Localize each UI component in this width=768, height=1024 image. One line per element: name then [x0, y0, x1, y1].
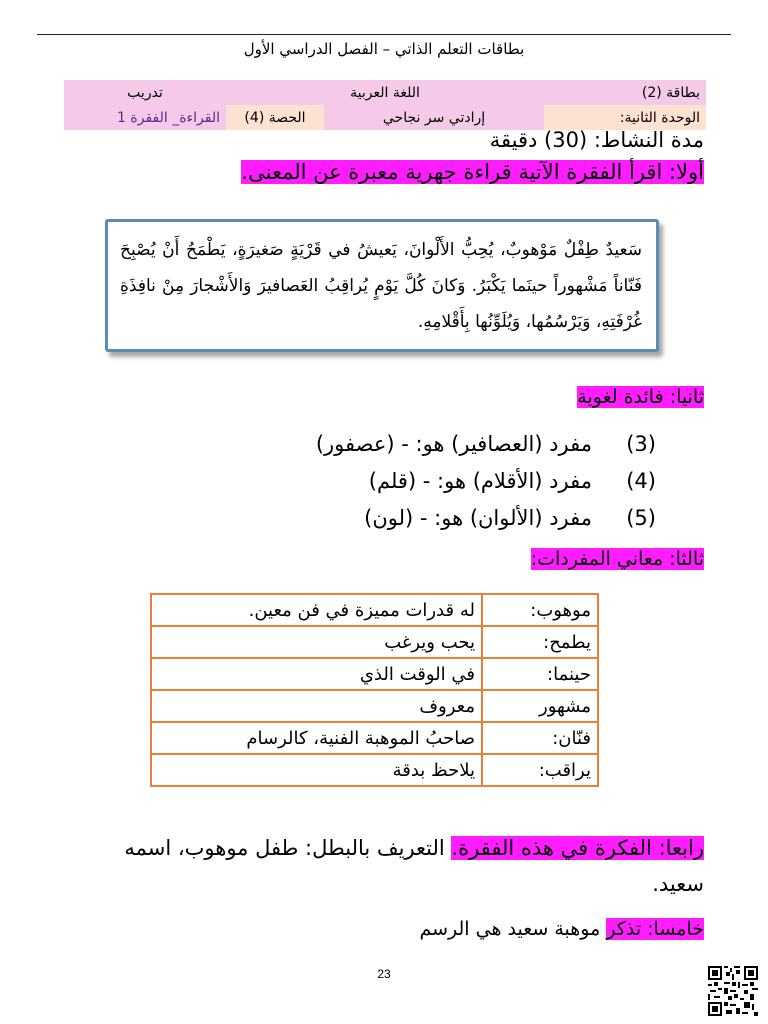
language-tip-item — [369, 469, 656, 493]
table-row — [151, 594, 598, 626]
qr-code-icon — [708, 966, 758, 1016]
item-number: (4) — [626, 469, 656, 493]
section-heading-read — [241, 160, 704, 184]
item-number: (3) — [626, 432, 656, 456]
main-idea-text: التعريف بالبطل: طفل موهوب، اسمه سعيد. — [124, 836, 704, 896]
vocab-term: موهوب: — [482, 594, 598, 626]
table-row — [151, 690, 598, 722]
vocab-term: فنّان: — [482, 722, 598, 754]
lesson-topic: القراءة_ الفقرة 1 — [64, 105, 226, 130]
page-header-title: بطاقات التعلم الذاتي – الفصل الدراسي الأول — [243, 40, 525, 58]
vocab-term: يطمح: — [482, 626, 598, 658]
language-tip-item — [316, 432, 656, 456]
top-rule — [37, 34, 731, 35]
card-number: بطاقة (2) — [544, 80, 706, 105]
vocab-meaning: صاحبُ الموهبة الفنية، كالرسام — [151, 722, 482, 754]
language-tip-item — [364, 506, 656, 530]
vocab-meaning: يحب ويرغب — [151, 626, 482, 658]
reading-passage-box — [105, 219, 659, 352]
activity-type: تدريب — [64, 80, 226, 105]
vocab-meaning: معروف — [151, 690, 482, 722]
activity-duration: مدة النشاط: (30) دقيقة — [489, 128, 704, 152]
subject-name: اللغة العربية — [226, 80, 544, 105]
item-text: مفرد (الألوان) هو: - (لون) — [364, 506, 592, 530]
table-row — [151, 626, 598, 658]
vocab-meaning: له قدرات مميزة في فن معين. — [151, 594, 482, 626]
item-text: مفرد (الأقلام) هو: - (قلم) — [368, 469, 592, 493]
section-heading-vocabulary-text: ثالثا: معاني المفردات: — [530, 548, 704, 570]
unit-name: إرادتي سر نجاحي — [324, 105, 544, 130]
reading-passage: سَعيدٌ طِفْلٌ مَوْهوبٌ، يُحِبُّ الأَلْوانَ، يَعيشُ في قَرْيَةٍ صَغيرَةٍ، يَطْمَحُ أَنْ يُصْبِحَ فَنّاناً مَشْهوراً حينَما يَكْبَرُ. وَكانَ كُلَّ يَوْمٍ يُراقِبُ العَصافيرَ وَالأَشْجارَ مِنْ نافِذَةِ غُرْفَتِهِ، وَيَرْسُمُها، وَيُلَوِّنُها بِأَقْلامِهِ. — [120, 240, 642, 332]
card-info-table — [64, 80, 706, 130]
unit-label: الوحدة الثانية: — [544, 105, 706, 130]
item-text: مفرد (العصافير) هو: - (عصفور) — [315, 432, 592, 456]
vocab-meaning: في الوقت الذي — [151, 658, 482, 690]
vocab-term: مشهور — [482, 690, 598, 722]
table-row — [151, 722, 598, 754]
item-number: (5) — [626, 506, 656, 530]
table-row — [151, 658, 598, 690]
section-heading-remember: خامسا: تذكر — [606, 918, 704, 940]
section-heading-language-tip — [577, 386, 704, 408]
section-heading-language-tip-text: ثانيا: فائدة لغوية — [577, 386, 704, 408]
vocabulary-table — [150, 593, 599, 787]
vocab-term: يراقب: — [482, 754, 598, 786]
remember-text: موهبة سعيد هي الرسم — [419, 918, 607, 940]
section-heading-vocabulary — [531, 548, 704, 570]
section-heading-read-text: أولا: اقرأ الفقرة الآتية قراءة جهرية معبرة عن المعنى. — [241, 160, 704, 184]
table-row — [151, 754, 598, 786]
section-heading-main-idea: رابعا: الفكرة في هذه الفقرة. — [451, 836, 704, 860]
vocab-term: حينما: — [482, 658, 598, 690]
page-number: 23 — [377, 967, 391, 981]
section-remember — [419, 918, 704, 940]
vocab-meaning: يلاحظ بدقة — [151, 754, 482, 786]
section-main-idea — [80, 830, 704, 902]
lesson-number: الحصة (4) — [226, 105, 324, 130]
